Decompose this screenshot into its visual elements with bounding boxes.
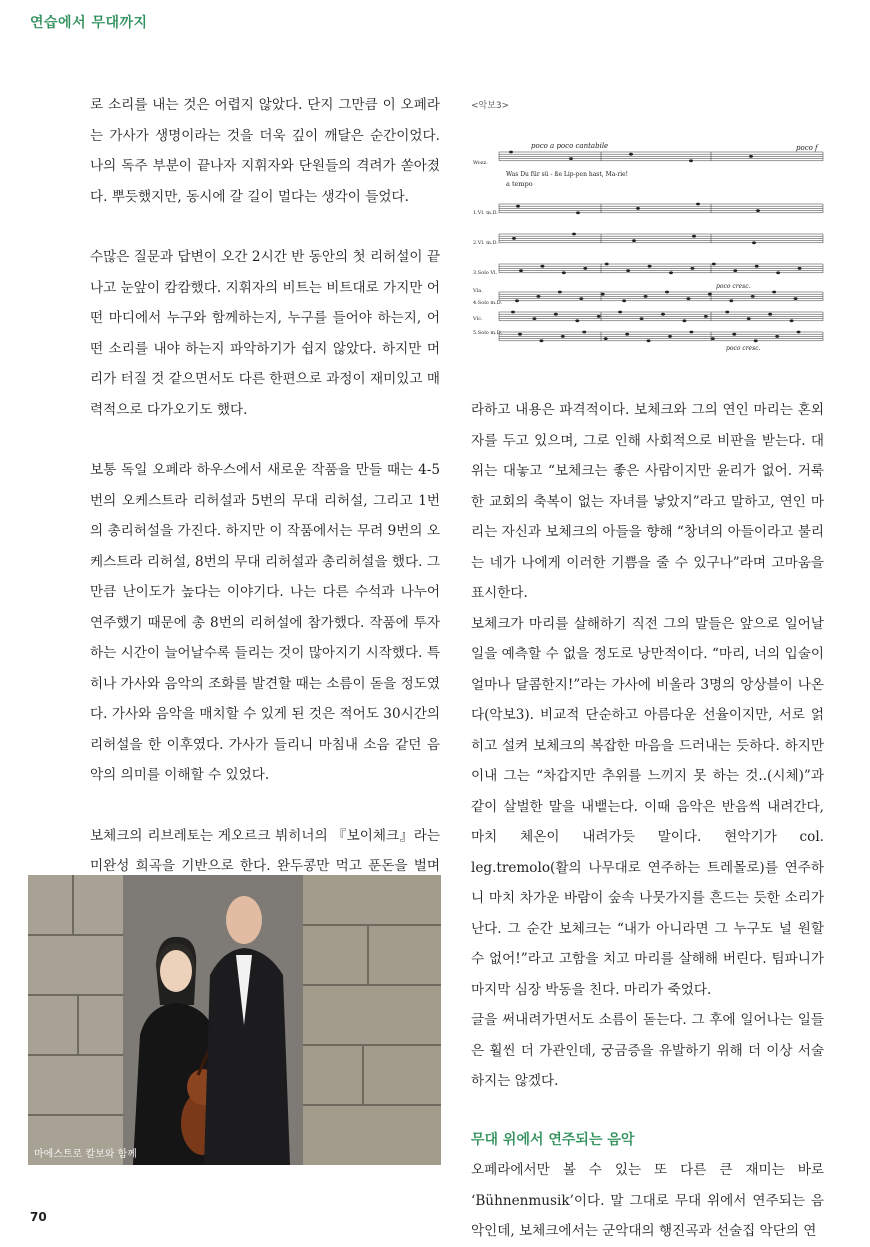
note-head bbox=[690, 267, 694, 270]
paragraph: 라하고 내용은 파격적이다. 보체크와 그의 연인 마리는 혼외자를 두고 있으며, 그로 인해 사회적으로 비판을 받는다. 대위는 대놓고 “보체크는 좋은 사람이지만 윤리가 없어. 거룩한 교회의 축복이 없는 자녀를 낳았지”라고 말하고, 연인 마리는 자신과 보체크의 아들을 향해 “창녀의 아들이라고 불리는 네가 나에게 이러한 기쁨을 줄 수 있구나”라며 고마움을 표시한다. bbox=[471, 402, 824, 601]
note-head bbox=[554, 313, 558, 316]
paragraph: 수많은 질문과 답변이 오간 2시간 반 동안의 첫 리허설이 끝나고 눈앞이 캄캄했다. 지휘자의 비트는 비트대로 가지만 어떤 마디에서 누구와 함께하는지, 누구를 들어야 하는지, 어떤 소리를 내야 하는지 파악하기가 쉽지 않았다. 하지만 머리가 터질 것 같으면서도 다른 한편으로 과정이 재미있고 매력적으로 다가오기도 했다. bbox=[90, 249, 440, 418]
staff-label: 4.Solo m.D. bbox=[473, 300, 503, 306]
note-head bbox=[579, 297, 583, 300]
photo-with-maestro bbox=[28, 875, 441, 1165]
staff-label: Vla. bbox=[473, 288, 483, 294]
note-head bbox=[665, 291, 669, 294]
note-head bbox=[775, 335, 779, 338]
note-head bbox=[648, 265, 652, 268]
note-head bbox=[605, 263, 609, 266]
note-head bbox=[562, 271, 566, 274]
note-head bbox=[626, 269, 630, 272]
note-head bbox=[798, 267, 802, 270]
score-lyrics: Was Du für sü - ße Lip-pen hast, Ma-rie! bbox=[506, 171, 629, 178]
paragraph: 오페라에서만 볼 수 있는 또 다른 큰 재미는 바로 ‘Bühnenmusik’이다. 말 그대로 무대 위에서 연주되는 음악인데, 보체크에서는 군악대의 행진곡과 선술집 악단의 연 bbox=[471, 1162, 824, 1239]
note-head bbox=[669, 271, 673, 274]
note-head bbox=[572, 233, 576, 236]
note-head bbox=[708, 293, 712, 296]
right-text-column bbox=[471, 395, 824, 1247]
note-head bbox=[689, 331, 693, 334]
note-head bbox=[747, 317, 751, 320]
note-head bbox=[712, 263, 716, 266]
note-head bbox=[561, 335, 565, 338]
staff-label: 3.Solo Vl. bbox=[473, 270, 498, 276]
score-dynamic: poco f bbox=[796, 144, 818, 152]
staff-label: Vlc. bbox=[473, 316, 483, 322]
note-head bbox=[601, 293, 605, 296]
note-head bbox=[575, 319, 579, 322]
note-head bbox=[755, 265, 759, 268]
note-head bbox=[515, 299, 519, 302]
note-head bbox=[733, 269, 737, 272]
staff-label: Wozz. bbox=[473, 160, 488, 166]
note-head bbox=[711, 337, 715, 340]
note-head bbox=[692, 235, 696, 238]
note-head bbox=[511, 311, 515, 314]
score-poco-cresc: poco cresc. bbox=[716, 283, 751, 290]
note-head bbox=[751, 295, 755, 298]
note-head bbox=[772, 291, 776, 294]
paragraph: 보통 독일 오페라 하우스에서 새로운 작품을 만들 때는 4-5번의 오케스트라 리허설과 5번의 무대 리허설, 그리고 1번의 총리허설을 가진다. 하지만 이 작품에서는 무려 9번의 오케스트라 리허설, 8번의 무대 리허설과 총리허설을 했다. 그만큼 난이도가 높다는 이야기다. 나는 다른 수석과 나누어 연주했기 때문에 총 8번의 리허설에 참가했다. 작품에 투자하는 시간이 늘어날수록 들리는 것이 많아지기 시작했다. 특히나 가사와 음악의 조화를 발견할 때는 소름이 돋을 정도였다. 가사와 음악을 매치할 수 있게 된 것은 적어도 30시간의 리허설을 한 이후였다. 가사가 들리니 마침내 소음 같던 음악의 의미를 이해할 수 있었다. bbox=[90, 462, 440, 783]
staff-label: 2.Vl. m.D. bbox=[473, 240, 498, 246]
note-head bbox=[647, 339, 651, 342]
note-head bbox=[536, 295, 540, 298]
note-head bbox=[640, 317, 644, 320]
note-head bbox=[682, 319, 686, 322]
score-tempo-mid: a tempo bbox=[506, 180, 533, 188]
note-head bbox=[516, 205, 520, 208]
note-head bbox=[768, 313, 772, 316]
note-head bbox=[582, 331, 586, 334]
left-text-column bbox=[90, 90, 440, 912]
note-head bbox=[752, 241, 756, 244]
photo-caption: 마에스트로 칼보와 함께 bbox=[34, 1149, 137, 1160]
note-head bbox=[532, 317, 536, 320]
page-number: 70 bbox=[30, 1210, 47, 1224]
note-head bbox=[558, 291, 562, 294]
note-head bbox=[776, 271, 780, 274]
note-head bbox=[689, 159, 693, 162]
staff-label: 1.Vl. m.D. bbox=[473, 210, 498, 216]
note-head bbox=[725, 311, 729, 314]
note-head bbox=[618, 311, 622, 314]
note-head bbox=[756, 209, 760, 212]
section-title: 연습에서 무대까지 bbox=[30, 15, 148, 31]
note-head bbox=[569, 157, 573, 160]
note-head bbox=[518, 333, 522, 336]
note-head bbox=[540, 265, 544, 268]
note-head bbox=[604, 337, 608, 340]
note-head bbox=[632, 239, 636, 242]
note-head bbox=[686, 297, 690, 300]
subheading: 무대 위에서 연주되는 음악 bbox=[471, 1131, 635, 1148]
note-head bbox=[790, 319, 794, 322]
paragraph: 글을 써내려가면서도 소름이 돋는다. 그 후에 일어나는 일들은 훨씬 더 가관인데, 궁금증을 유발하기 위해 더 이상 서술하지는 않겠다. bbox=[471, 1012, 824, 1089]
note-head bbox=[749, 155, 753, 158]
note-head bbox=[509, 151, 513, 154]
note-head bbox=[732, 333, 736, 336]
note-head bbox=[797, 331, 801, 334]
note-head bbox=[519, 269, 523, 272]
note-head bbox=[629, 153, 633, 156]
note-head bbox=[704, 315, 708, 318]
score-label: <악보3> bbox=[471, 101, 510, 111]
note-head bbox=[583, 267, 587, 270]
note-head bbox=[794, 297, 798, 300]
note-head bbox=[622, 299, 626, 302]
note-head bbox=[696, 203, 700, 206]
score-poco-cresc-2: poco cresc. bbox=[726, 345, 761, 352]
note-head bbox=[625, 333, 629, 336]
note-head bbox=[576, 211, 580, 214]
paragraph: 보체크가 마리를 살해하기 직전 그의 말들은 앞으로 일어날 일을 예측할 수 없을 정도로 낭만적이다. “마리, 너의 입술이 얼마나 달콤한지!”라는 가사에 비올라 3명의 앙상블이 나온다(악보3). 비교적 단순하고 아름다운 선율이지만, 서로 얽히고 설켜 보체크의 복잡한 마음을 드러내는 듯하다. 하지만 이내 그는 “차갑지만 추위를 느끼지 못 하는 것..(시체)”과 같이 살벌한 말을 내뱉는다. 이때 음악은 반음씩 내려간다, 마치 체온이 내려가듯 말이다. 현악기가 col. leg.tremolo(활의 나무대로 연주하는 트레몰로)를 연주하니 마치 차가운 바람이 숲속 나뭇가지를 흔드는 듯한 소리가 난다. 그 순간 보체크는 “내가 아니라면 그 누구도 널 원할 수 없어!”라고 고함을 치고 마리를 살해해 버린다. 팀파니가 마지막 심장 박동을 친다. 마리가 죽었다. bbox=[471, 615, 824, 998]
paragraph: 로 소리를 내는 것은 어렵지 않았다. 단지 그만큼 이 오페라는 가사가 생명이라는 것을 더욱 깊이 깨달은 순간이었다. 나의 독주 부분이 끝나자 지휘자와 단원들의 격려가 쏟아졌다. 뿌듯했지만, 동시에 갈 길이 멀다는 생각이 들었다. bbox=[90, 97, 440, 205]
note-head bbox=[644, 295, 648, 298]
note-head bbox=[539, 339, 543, 342]
note-head bbox=[636, 207, 640, 210]
score-tempo-top: poco a poco cantabile bbox=[531, 142, 609, 150]
music-score-figure bbox=[471, 128, 827, 356]
note-head bbox=[661, 313, 665, 316]
note-head bbox=[668, 335, 672, 338]
paragraph: 보체크의 리브레토는 게오르크 뷔히너의 『보이체크』라는 미완성 희곡을 기반으로 한다. 완두콩만 먹고 푼돈을 벌며 bbox=[90, 827, 440, 874]
note-head bbox=[754, 339, 758, 342]
note-head bbox=[729, 299, 733, 302]
note-head bbox=[597, 315, 601, 318]
staff-label: 5.Solo m.D. bbox=[473, 330, 503, 336]
note-head bbox=[512, 237, 516, 240]
